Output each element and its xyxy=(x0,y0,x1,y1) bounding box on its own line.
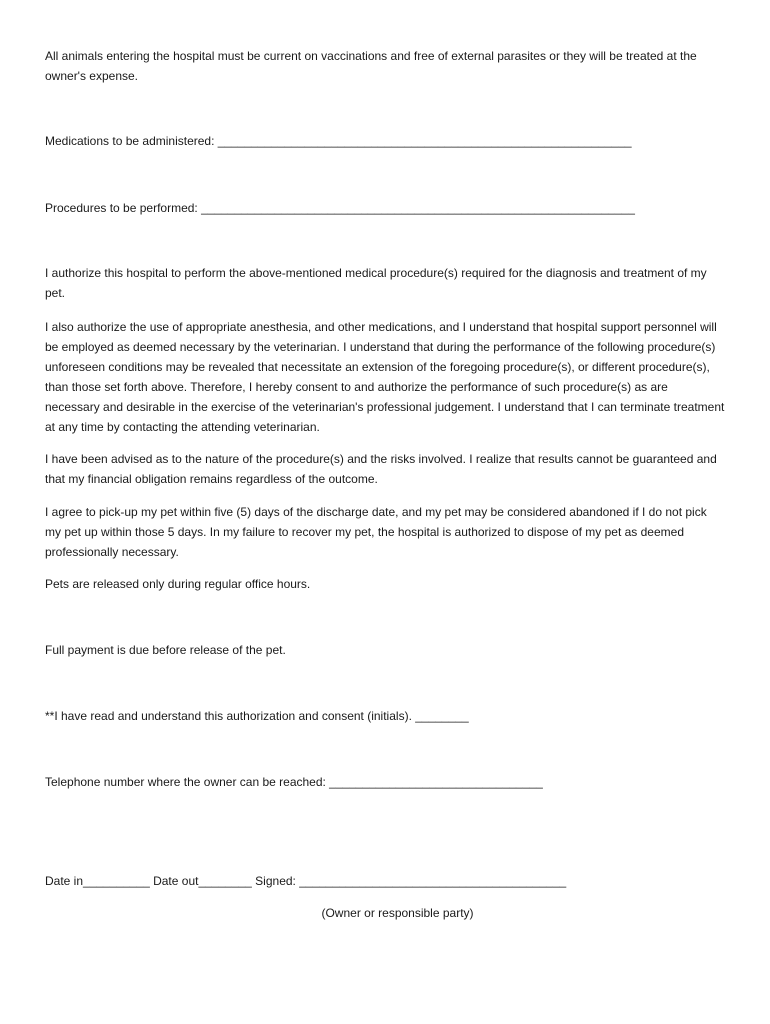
payment-notice: Full payment is due before release of the pet. xyxy=(45,643,286,657)
authorize-paragraph: I authorize this hospital to perform the above-mentioned medical procedure(s) required for the diagnosis and treatment of my pet. xyxy=(45,266,707,300)
date-signature-field[interactable]: Date in__________ Date out________ Signed: ________________________________________ xyxy=(45,874,567,888)
procedures-field[interactable]: Procedures to be performed: _________________________________________________________________ xyxy=(45,201,635,215)
medications-field[interactable]: Medications to be administered: ______________________________________________________________ xyxy=(45,134,632,148)
initials-field[interactable]: **I have read and understand this authorization and consent (initials). ________ xyxy=(45,709,469,723)
release-hours-notice: Pets are released only during regular office hours. xyxy=(45,577,311,591)
telephone-field[interactable]: Telephone number where the owner can be reached: ________________________________ xyxy=(45,775,543,789)
pickup-paragraph: I agree to pick-up my pet within five (5) days of the discharge date, and my pet may be considered abandoned if I do not pick my pet up within those 5 days. In my failure to recover my pet, the hospital is authorized to dispose of my pet as deemed professionally necessary. xyxy=(45,505,707,559)
signature-caption: (Owner or responsible party) xyxy=(321,906,474,920)
vaccination-notice: All animals entering the hospital must be current on vaccinations and free of external parasites or they will be treated at the owner's expense. xyxy=(45,49,697,83)
advised-paragraph: I have been advised as to the nature of the procedure(s) and the risks involved. I realize that results cannot be guaranteed and that my financial obligation remains regardless of the outcome. xyxy=(45,452,717,486)
anesthesia-paragraph: I also authorize the use of appropriate anesthesia, and other medications, and I understand that hospital support personnel will be employed as deemed necessary by the veterinarian. I understand that during the performance of the following procedure(s) unforeseen conditions may be revealed that necessitate an extension of the foregoing procedure(s), or different procedure(s), than those set forth above. Therefore, I hereby consent to and authorize the performance of such procedure(s) as are necessary and desirable in the exercise of the veterinarian's professional judgement. I understand that I can terminate treatment at any time by contacting the attending veterinarian. xyxy=(45,320,725,434)
